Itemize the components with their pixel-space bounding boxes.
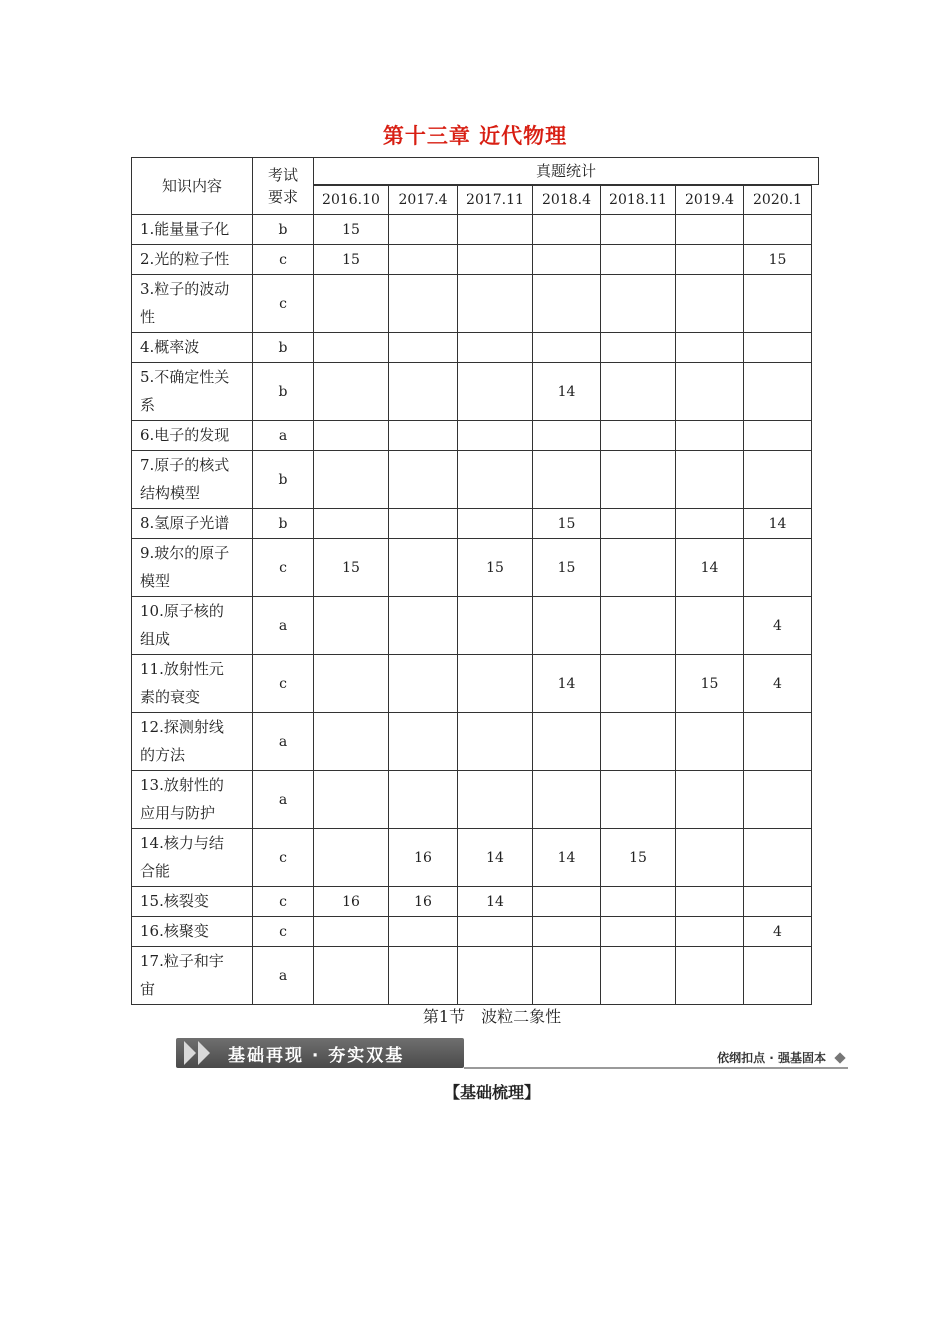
year-value-cell — [601, 275, 676, 333]
table-row — [132, 363, 812, 421]
year-value-cell — [601, 713, 676, 771]
year-value-cell — [314, 655, 389, 713]
year-value-cell — [601, 363, 676, 421]
year-value-cell — [601, 887, 676, 917]
year-value-cell: 15 — [314, 215, 389, 245]
topic-cell: 16.核聚变 — [132, 917, 253, 947]
requirement-cell: a — [253, 597, 314, 655]
year-value-cell — [533, 215, 601, 245]
year-value-cell — [458, 333, 533, 363]
year-value-cell — [676, 917, 744, 947]
requirement-cell: a — [253, 421, 314, 451]
table-row — [132, 215, 812, 245]
year-value-cell — [601, 771, 676, 829]
table-row — [132, 771, 812, 829]
year-value-cell — [601, 597, 676, 655]
year-value-cell — [314, 771, 389, 829]
year-value-cell — [314, 421, 389, 451]
year-value-cell — [389, 215, 458, 245]
year-value-cell — [533, 887, 601, 917]
year-value-cell — [389, 275, 458, 333]
year-value-cell — [601, 451, 676, 509]
table-row — [132, 451, 812, 509]
year-value-cell — [744, 421, 812, 451]
year-value-cell — [458, 421, 533, 451]
year-value-cell — [676, 597, 744, 655]
year-value-cell — [533, 421, 601, 451]
table-row — [132, 509, 812, 539]
year-value-cell — [676, 771, 744, 829]
table-row — [132, 539, 812, 597]
year-value-cell — [389, 713, 458, 771]
year-value-cell — [458, 509, 533, 539]
banner-text: 基础再现 · 夯实双基 — [228, 1046, 405, 1066]
year-value-cell — [533, 947, 601, 1005]
year-value-cell — [676, 245, 744, 275]
topic-cell: 14.核力与结 合能 — [132, 829, 253, 887]
sub-heading: 【基础梳理】 — [443, 1083, 540, 1102]
table-row — [132, 245, 812, 275]
year-value-cell — [601, 509, 676, 539]
year-value-cell — [458, 947, 533, 1005]
topic-cell: 9.玻尔的原子 模型 — [132, 539, 253, 597]
header-year: 2016.10 — [314, 186, 389, 215]
requirement-cell: b — [253, 333, 314, 363]
topic-cell: 11.放射性元 素的衰变 — [132, 655, 253, 713]
requirement-cell: a — [253, 713, 314, 771]
year-value-cell — [389, 947, 458, 1005]
requirement-cell: c — [253, 539, 314, 597]
year-value-cell — [744, 363, 812, 421]
header-year: 2017.11 — [458, 186, 533, 215]
year-value-cell — [676, 887, 744, 917]
header-stats — [314, 158, 812, 186]
year-value-cell — [533, 597, 601, 655]
table-row — [132, 917, 812, 947]
topic-cell: 5.不确定性关 系 — [132, 363, 253, 421]
topic-cell: 15.核裂变 — [132, 887, 253, 917]
year-value-cell — [458, 451, 533, 509]
year-value-cell — [676, 829, 744, 887]
year-value-cell: 14 — [533, 829, 601, 887]
year-value-cell — [533, 451, 601, 509]
year-value-cell: 15 — [533, 509, 601, 539]
year-value-cell — [676, 947, 744, 1005]
year-value-cell — [601, 947, 676, 1005]
year-value-cell — [314, 509, 389, 539]
year-value-cell — [676, 363, 744, 421]
chevron-right-icon — [198, 1041, 210, 1065]
year-value-cell — [533, 917, 601, 947]
year-value-cell — [744, 275, 812, 333]
year-value-cell — [533, 713, 601, 771]
table-row — [132, 597, 812, 655]
year-value-cell — [458, 713, 533, 771]
year-value-cell — [389, 771, 458, 829]
banner-tag: 依纲扣点 · 强基固本 — [717, 1051, 826, 1065]
table-header — [132, 158, 812, 215]
year-value-cell — [389, 597, 458, 655]
requirement-cell: b — [253, 509, 314, 539]
table-row — [132, 275, 812, 333]
topic-cell: 17.粒子和宇 宙 — [132, 947, 253, 1005]
year-value-cell — [389, 363, 458, 421]
year-value-cell — [744, 451, 812, 509]
year-value-cell — [458, 597, 533, 655]
header-year: 2018.4 — [533, 186, 601, 215]
year-value-cell — [314, 713, 389, 771]
year-value-cell — [676, 451, 744, 509]
year-value-cell — [458, 655, 533, 713]
year-value-cell — [314, 947, 389, 1005]
year-value-cell: 15 — [314, 539, 389, 597]
topic-cell: 8.氢原子光谱 — [132, 509, 253, 539]
year-value-cell — [314, 363, 389, 421]
year-value-cell — [676, 713, 744, 771]
table-row — [132, 887, 812, 917]
topic-cell: 3.粒子的波动 性 — [132, 275, 253, 333]
year-value-cell — [744, 829, 812, 887]
year-value-cell: 14 — [458, 887, 533, 917]
year-value-cell: 15 — [533, 539, 601, 597]
header-year: 2019.4 — [676, 186, 744, 215]
requirement-cell: c — [253, 245, 314, 275]
year-value-cell: 15 — [676, 655, 744, 713]
requirement-cell: c — [253, 655, 314, 713]
year-value-cell — [458, 245, 533, 275]
section-banner — [176, 1038, 848, 1072]
year-value-cell — [676, 215, 744, 245]
year-value-cell — [601, 421, 676, 451]
year-value-cell — [676, 333, 744, 363]
year-value-cell — [458, 215, 533, 245]
year-value-cell — [601, 917, 676, 947]
year-value-cell — [389, 333, 458, 363]
year-value-cell — [744, 771, 812, 829]
year-value-cell — [389, 421, 458, 451]
year-value-cell — [314, 275, 389, 333]
year-value-cell: 15 — [744, 245, 812, 275]
year-value-cell — [676, 421, 744, 451]
requirement-cell: a — [253, 771, 314, 829]
year-value-cell: 4 — [744, 597, 812, 655]
year-value-cell: 16 — [314, 887, 389, 917]
requirement-cell: b — [253, 215, 314, 245]
year-value-cell — [744, 215, 812, 245]
year-value-cell — [533, 275, 601, 333]
year-value-cell — [744, 333, 812, 363]
header-stats-label: 真题统计 — [313, 157, 819, 185]
table-row — [132, 829, 812, 887]
header-year: 2017.4 — [389, 186, 458, 215]
year-value-cell — [314, 333, 389, 363]
year-value-cell — [533, 245, 601, 275]
year-value-cell — [389, 655, 458, 713]
year-value-cell — [744, 887, 812, 917]
topic-cell: 7.原子的核式 结构模型 — [132, 451, 253, 509]
banner-divider — [464, 1067, 848, 1069]
year-value-cell — [458, 771, 533, 829]
topic-cell: 1.能量量子化 — [132, 215, 253, 245]
diamond-icon — [834, 1052, 845, 1063]
year-value-cell — [458, 275, 533, 333]
year-value-cell — [601, 655, 676, 713]
year-value-cell — [458, 363, 533, 421]
year-value-cell — [533, 771, 601, 829]
requirement-cell: b — [253, 363, 314, 421]
year-value-cell — [744, 713, 812, 771]
year-value-cell: 14 — [533, 363, 601, 421]
year-value-cell — [744, 947, 812, 1005]
requirement-cell: a — [253, 947, 314, 1005]
table-row — [132, 947, 812, 1005]
requirement-cell: c — [253, 887, 314, 917]
year-value-cell: 16 — [389, 887, 458, 917]
requirement-cell: b — [253, 451, 314, 509]
year-value-cell — [314, 451, 389, 509]
banner-bar — [176, 1038, 464, 1068]
chapter-title: 第十三章 近代物理 — [382, 123, 568, 148]
year-value-cell: 14 — [744, 509, 812, 539]
year-value-cell: 14 — [533, 655, 601, 713]
year-value-cell — [314, 829, 389, 887]
header-topic: 知识内容 — [132, 158, 253, 215]
year-value-cell — [601, 333, 676, 363]
year-value-cell — [676, 509, 744, 539]
year-value-cell: 15 — [458, 539, 533, 597]
requirement-cell: c — [253, 829, 314, 887]
topic-cell: 4.概率波 — [132, 333, 253, 363]
header-year: 2018.11 — [601, 186, 676, 215]
topic-cell: 13.放射性的 应用与防护 — [132, 771, 253, 829]
year-value-cell: 4 — [744, 655, 812, 713]
table-row — [132, 655, 812, 713]
year-value-cell — [676, 275, 744, 333]
year-value-cell — [744, 539, 812, 597]
table-body — [132, 215, 812, 1005]
topic-cell: 2.光的粒子性 — [132, 245, 253, 275]
chevron-right-icon — [184, 1041, 196, 1065]
year-value-cell — [533, 333, 601, 363]
year-value-cell — [601, 539, 676, 597]
year-value-cell: 15 — [314, 245, 389, 275]
year-value-cell — [601, 245, 676, 275]
table-row — [132, 421, 812, 451]
year-value-cell: 15 — [601, 829, 676, 887]
year-value-cell — [458, 917, 533, 947]
year-value-cell — [314, 917, 389, 947]
requirement-cell: c — [253, 917, 314, 947]
year-value-cell: 16 — [389, 829, 458, 887]
year-value-cell — [389, 245, 458, 275]
year-value-cell — [389, 539, 458, 597]
year-value-cell — [389, 917, 458, 947]
year-value-cell: 4 — [744, 917, 812, 947]
year-value-cell — [314, 597, 389, 655]
table-row — [132, 713, 812, 771]
year-value-cell: 14 — [458, 829, 533, 887]
year-value-cell: 14 — [676, 539, 744, 597]
year-value-cell — [389, 509, 458, 539]
topic-cell: 12.探测射线 的方法 — [132, 713, 253, 771]
section-title: 第1节 波粒二象性 — [422, 1007, 562, 1026]
year-value-cell — [389, 451, 458, 509]
table-row — [132, 333, 812, 363]
topic-cell: 6.电子的发现 — [132, 421, 253, 451]
requirement-cell: c — [253, 275, 314, 333]
header-requirement: 考试 要求 — [253, 158, 314, 215]
year-value-cell — [601, 215, 676, 245]
topic-cell: 10.原子核的 组成 — [132, 597, 253, 655]
header-year: 2020.1 — [744, 186, 812, 215]
exam-stats-table — [131, 157, 812, 1005]
